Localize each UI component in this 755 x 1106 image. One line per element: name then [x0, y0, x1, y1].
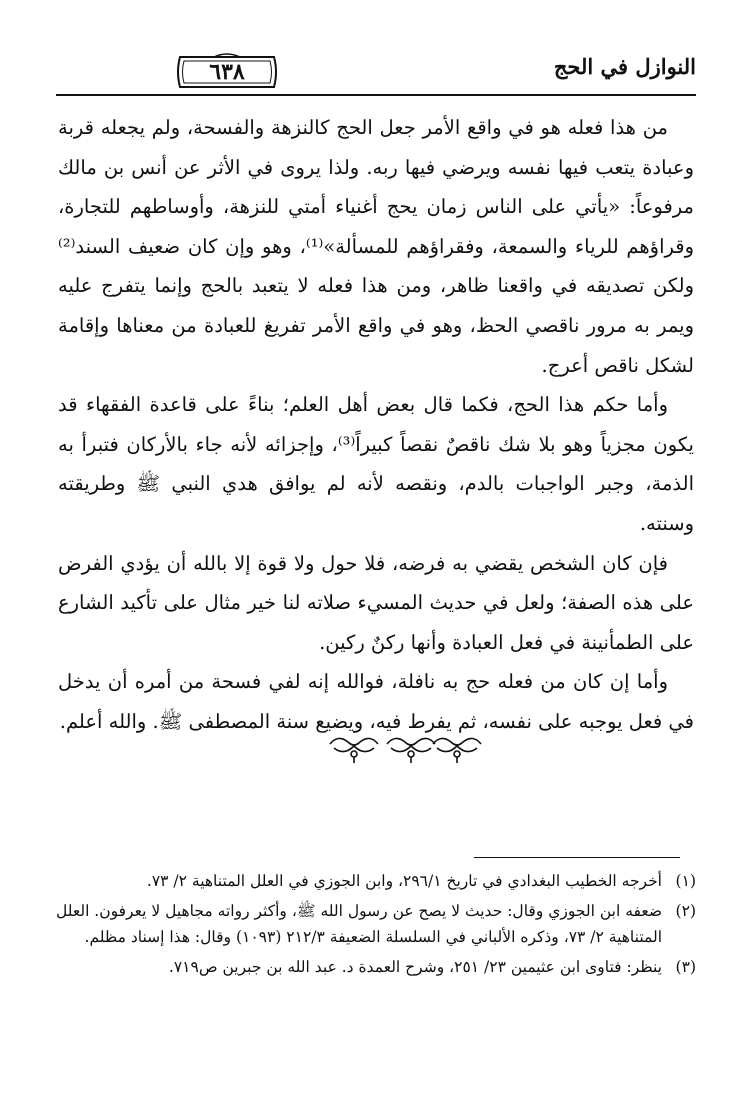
- page-number-frame: [174, 52, 280, 92]
- footnote-text: أخرجه الخطيب البغدادي في تاريخ ٢٩٦/١، وابن الجوزي في العلل المتناهية ٢/ ٧٣.: [146, 872, 662, 890]
- footnote-number: (٣): [675, 958, 696, 976]
- running-title: النوازل في الحج: [553, 54, 696, 79]
- ornament-icon: [330, 738, 481, 763]
- paragraph: وأما إن كان من فعله حج به نافلة، فوالله إنه لفي فسحة من أمره أن يدخل في فعل يوجبه على نفسه، ثم يفرط فيه، ويضيع سنة المصطفى ﷺ. والله أعلم.: [58, 670, 694, 733]
- footnote-rule: [474, 857, 680, 858]
- main-text: [58, 108, 694, 742]
- running-header: [56, 50, 696, 98]
- page-number: ٦٣٨: [209, 59, 245, 85]
- paragraph: فإن كان الشخص يقضي به فرضه، فلا حول ولا قوة إلا بالله أن يؤدي الفرض على هذه الصفة؛ ولعل في حديث المسيء صلاته لنا خير مثال على تأكيد الشارع على الطمأنينة في فعل العبادة وأنها ركنٌ ركين.: [58, 551, 694, 654]
- footnote-text: ضعفه ابن الجوزي وقال: حديث لا يصح عن رسول الله ﷺ، وأكثر رواته مجاهيل لا يعرفون. العلل المتناهية ٢/ ٧٣، وذكره الألباني في السلسلة الضعيفة ٢١٢/٣ (١٠٩٣) وقال: هذا إسناد مظلم.: [56, 902, 662, 946]
- footnote-number: (١): [675, 872, 696, 890]
- paragraph: من هذا فعله هو في واقع الأمر جعل الحج كالنزهة والفسحة، ولم يجعله قربة وعبادة يتعب فيها نفسه ويرضي فيها ربه. ولذا يروى في الأثر عن أنس بن مالك مرفوعاً: «يأتي على الناس زمان يحج أغنياء أمتي للنزهة، وأوساطهم للتجارة، وقراؤهم للرياء والسمعة، وفقراؤهم للمسألة»⁽¹⁾، وهو وإن كان ضعيف السند⁽²⁾ ولكن تصديقه في واقعنا ظاهر، ومن هذا فعله لا يتعبد بالحج وإنما يتفرج عليه ويمر به مرور ناقصي الحظ، وهو في واقع الأمر تفريغ للعبادة من معناها وإقامة لشكل ناقص أعرج.: [58, 116, 694, 377]
- section-end-ornaments: [0, 730, 755, 764]
- header-rule: [56, 94, 696, 96]
- paragraph: وأما حكم هذا الحج، فكما قال بعض أهل العلم؛ بناءً على قاعدة الفقهاء قد يكون مجزياً وهو بلا شك ناقصٌ نقصاً كبيراً⁽³⁾، وإجزائه لأنه جاء بالأركان فتبرأ به الذمة، وجبر الواجبات بالدم، ونقصه لأنه لم يوافق هدي النبي ﷺ وطريقته وسنته.: [58, 393, 694, 535]
- footnote: [56, 954, 696, 980]
- footnotes: [56, 868, 696, 984]
- footnote: [56, 868, 696, 894]
- footnote-number: (٢): [675, 902, 696, 920]
- footnote-text: ينظر: فتاوى ابن عثيمين ٢٣/ ٢٥١، وشرح العمدة د. عبد الله بن جبرين ص٧١٩.: [168, 958, 662, 976]
- footnote: [56, 898, 696, 950]
